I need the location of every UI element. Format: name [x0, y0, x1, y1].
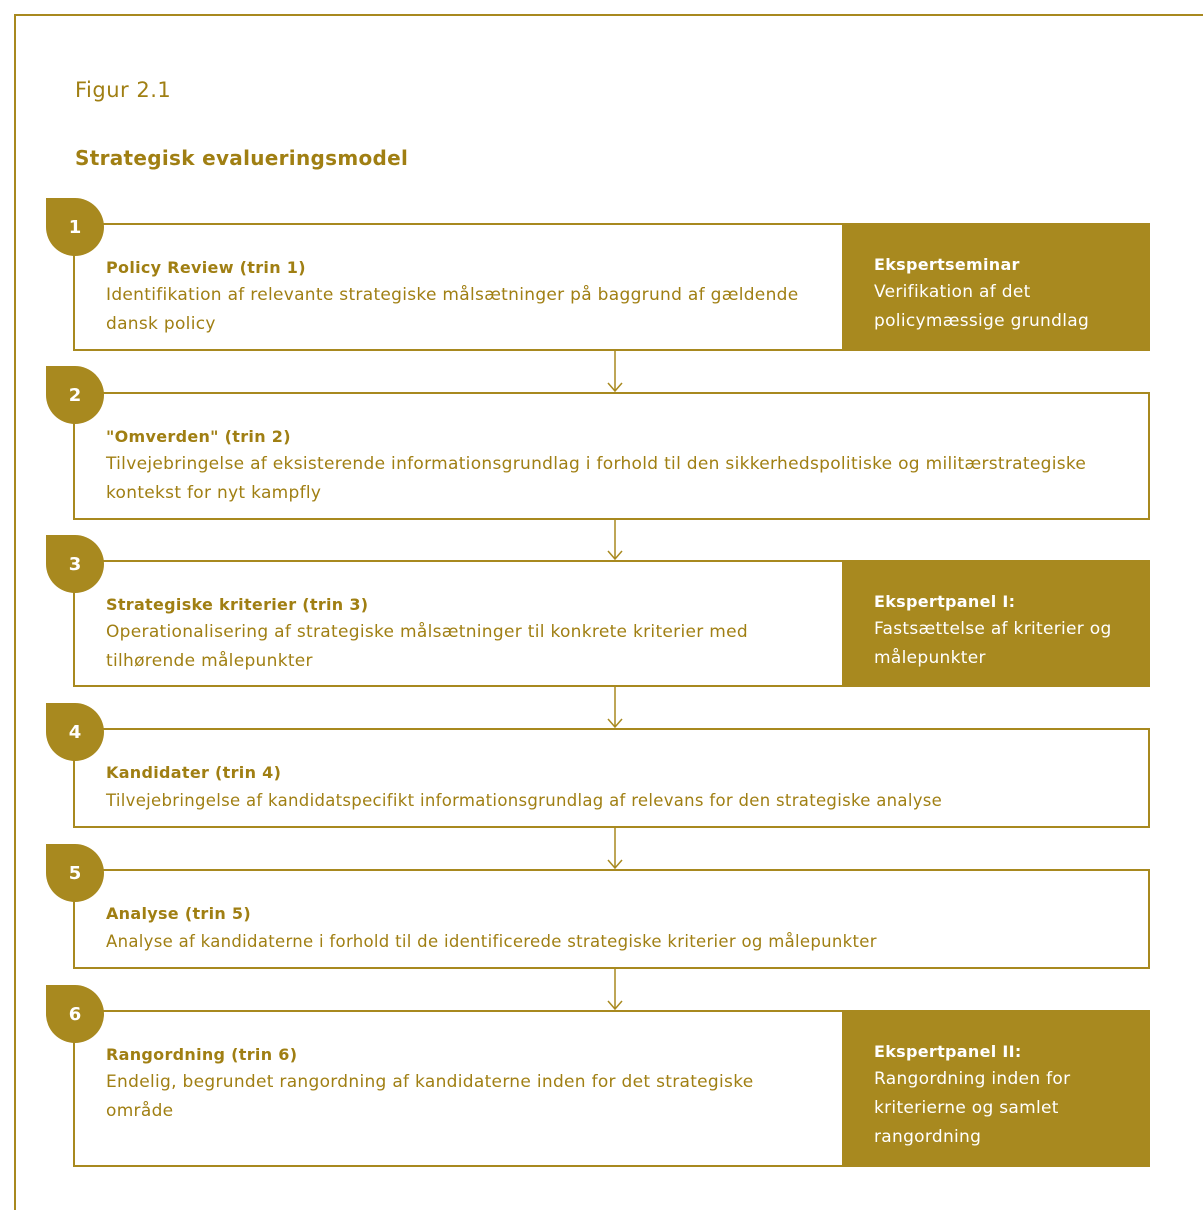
step-box-5	[73, 869, 1150, 969]
step-number-badge-2: 2	[46, 366, 104, 424]
frame-left-border	[14, 14, 16, 1210]
step-box-1	[73, 223, 1150, 351]
expert-title-6: Ekspertpanel II:	[874, 1042, 1022, 1061]
step-title-4: Kandidater (trin 4)	[106, 763, 282, 782]
step-text-2: Tilvejebringelse af eksisterende informationsgrundlag i forhold til den sikkerhedspolitiske og militærstrategiske kontekst for nyt kampfly	[106, 454, 1087, 503]
step-title-6: Rangordning (trin 6)	[106, 1045, 298, 1064]
expert-panel-3	[842, 560, 1150, 687]
step-body-5	[106, 903, 877, 956]
expert-text-6: Rangordning inden for kriterierne og samlet rangordning	[874, 1069, 1071, 1147]
step-box-2	[73, 392, 1150, 520]
step-text-4: Tilvejebringelse af kandidatspecifikt informationsgrundlag af relevans for den strategiske analyse	[106, 791, 943, 810]
step-text-3: Operationalisering af strategiske målsætninger til konkrete kriterier med tilhørende målepunkter	[106, 622, 748, 671]
step-text-6: Endelig, begrundet rangordning af kandidaterne inden for det strategiske område	[106, 1072, 754, 1121]
step-number-badge-1: 1	[46, 198, 104, 256]
step-body-2	[106, 426, 1116, 508]
expert-title-1: Ekspertseminar	[874, 255, 1020, 274]
frame-top-border	[14, 14, 1203, 16]
step-number-badge-5: 5	[46, 844, 104, 902]
expert-text-1: Verifikation af det policymæssige grundlag	[874, 282, 1090, 331]
down-arrow-icon	[607, 687, 623, 728]
step-title-5: Analyse (trin 5)	[106, 904, 251, 923]
step-box-4	[73, 728, 1150, 828]
down-arrow-icon	[607, 351, 623, 392]
step-body-4	[106, 762, 942, 815]
expert-panel-1	[842, 223, 1150, 351]
step-number-badge-3: 3	[46, 535, 104, 593]
down-arrow-icon	[607, 520, 623, 560]
step-body-3	[106, 594, 786, 676]
step-title-2: "Omverden" (trin 2)	[106, 427, 291, 446]
expert-panel-6	[842, 1010, 1150, 1167]
step-number-badge-6: 6	[46, 985, 104, 1043]
step-title-3: Strategiske kriterier (trin 3)	[106, 595, 369, 614]
step-body-1	[106, 257, 806, 339]
step-text-1: Identifikation af relevante strategiske målsætninger på baggrund af gældende dansk policy	[106, 285, 799, 334]
expert-text-3: Fastsættelse af kriterier og målepunkter	[874, 619, 1112, 668]
step-text-5: Analyse af kandidaterne i forhold til de identificerede strategiske kriterier og målepunkter	[106, 932, 877, 951]
figure-title: Strategisk evalueringsmodel	[75, 146, 409, 170]
step-box-3	[73, 560, 1150, 687]
step-number-badge-4: 4	[46, 703, 104, 761]
step-body-6	[106, 1044, 796, 1126]
figure-label: Figur 2.1	[75, 78, 172, 102]
down-arrow-icon	[607, 828, 623, 869]
expert-title-3: Ekspertpanel I:	[874, 592, 1016, 611]
step-title-1: Policy Review (trin 1)	[106, 258, 306, 277]
down-arrow-icon	[607, 969, 623, 1010]
step-box-6	[73, 1010, 1150, 1167]
